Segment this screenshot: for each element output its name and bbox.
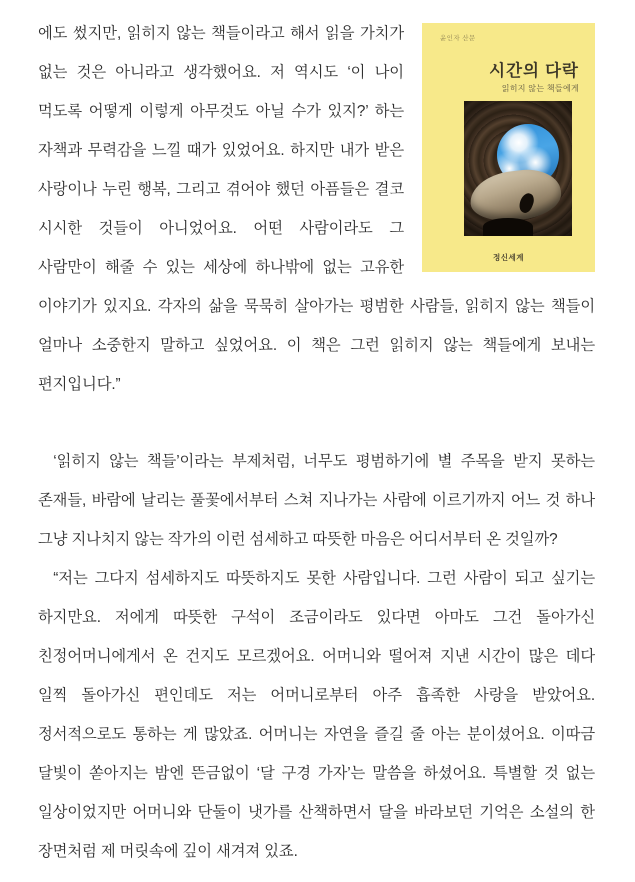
book-cover-title: 시간의 다락: [489, 60, 579, 80]
paragraph-1: 에도 썼지만, 읽히지 않는 책들이라고 해서 읽을 가치가 없는 것은 아니라고 생각했어요. 저 역시도 ‘이 나이 먹도록 어떻게 이렇게 아무것도 아닐 수가 있지?’ 하는 자책과 무력감을 느낄 때가 있었어요. 하지만 내가 받은 사랑이나 누린 행복, 그리고 겪어야 했던 아픔들은 결코 시시한 것들이 아니었어요. 어떤 사람이라도 그 사람만이 해줄 수 있는 세상에 하나밖에 없는 고유한 이야기가 있지요. 각자의 삶을 묵묵히 살아가는 평범한 사람들, 읽히지 않는 책들이 얼마나 소중한지 말하고 싶었어요. 이 책은 그런 읽히지 않는 책들에게 보내는 편지입니다.”: [38, 25, 595, 393]
book-cover-subtitle: 읽히지 않는 책들에게: [501, 83, 579, 93]
shadow-bottom: [483, 218, 533, 236]
book-cover-author: 윤인자 산문: [440, 35, 476, 42]
paragraph-2: ‘읽히지 않는 책들’이라는 부제처럼, 너무도 평범하기에 별 주목을 받지 못하는 존재들, 바람에 날리는 풀꽃에서부터 스쳐 지나가는 사람에 이르기까지 어느 것 하나 그냥 지나치지 않는 작가의 이런 섬세하고 따뜻한 마음은 어디서부터 온 것일까?: [38, 453, 595, 548]
book-cover-thumbnail: [422, 23, 595, 272]
paragraph-3: “저는 그다지 섬세하지도 따뜻하지도 못한 사람입니다. 그런 사람이 되고 싶기는 하지만요. 저에게 따뜻한 구석이 조금이라도 있다면 아마도 그건 돌아가신 친정어머니에게서 온 건지도 모르겠어요. 어머니와 떨어져 지낸 시간이 많은 데다 일찍 돌아가신 편인데도 저는 어머니로부터 아주 흡족한 사랑을 받았어요. 정서적으로도 통하는 게 많았죠. 어머니는 자연을 즐길 줄 아는 분이셨어요. 이따금 달빛이 쏟아지는 밤엔 뜬금없이 ‘달 구경 가자’는 말씀을 하셨어요. 특별할 것 없는 일상이었지만 어머니와 단둘이 냇가를 산책하면서 달을 바라보던 기억은 소설의 한 장면처럼 제 머릿속에 깊이 새겨져 있죠.: [38, 570, 595, 860]
book-cover-publisher: 정신세계: [493, 252, 524, 262]
well-opening-with-sky-photo: [464, 101, 572, 236]
